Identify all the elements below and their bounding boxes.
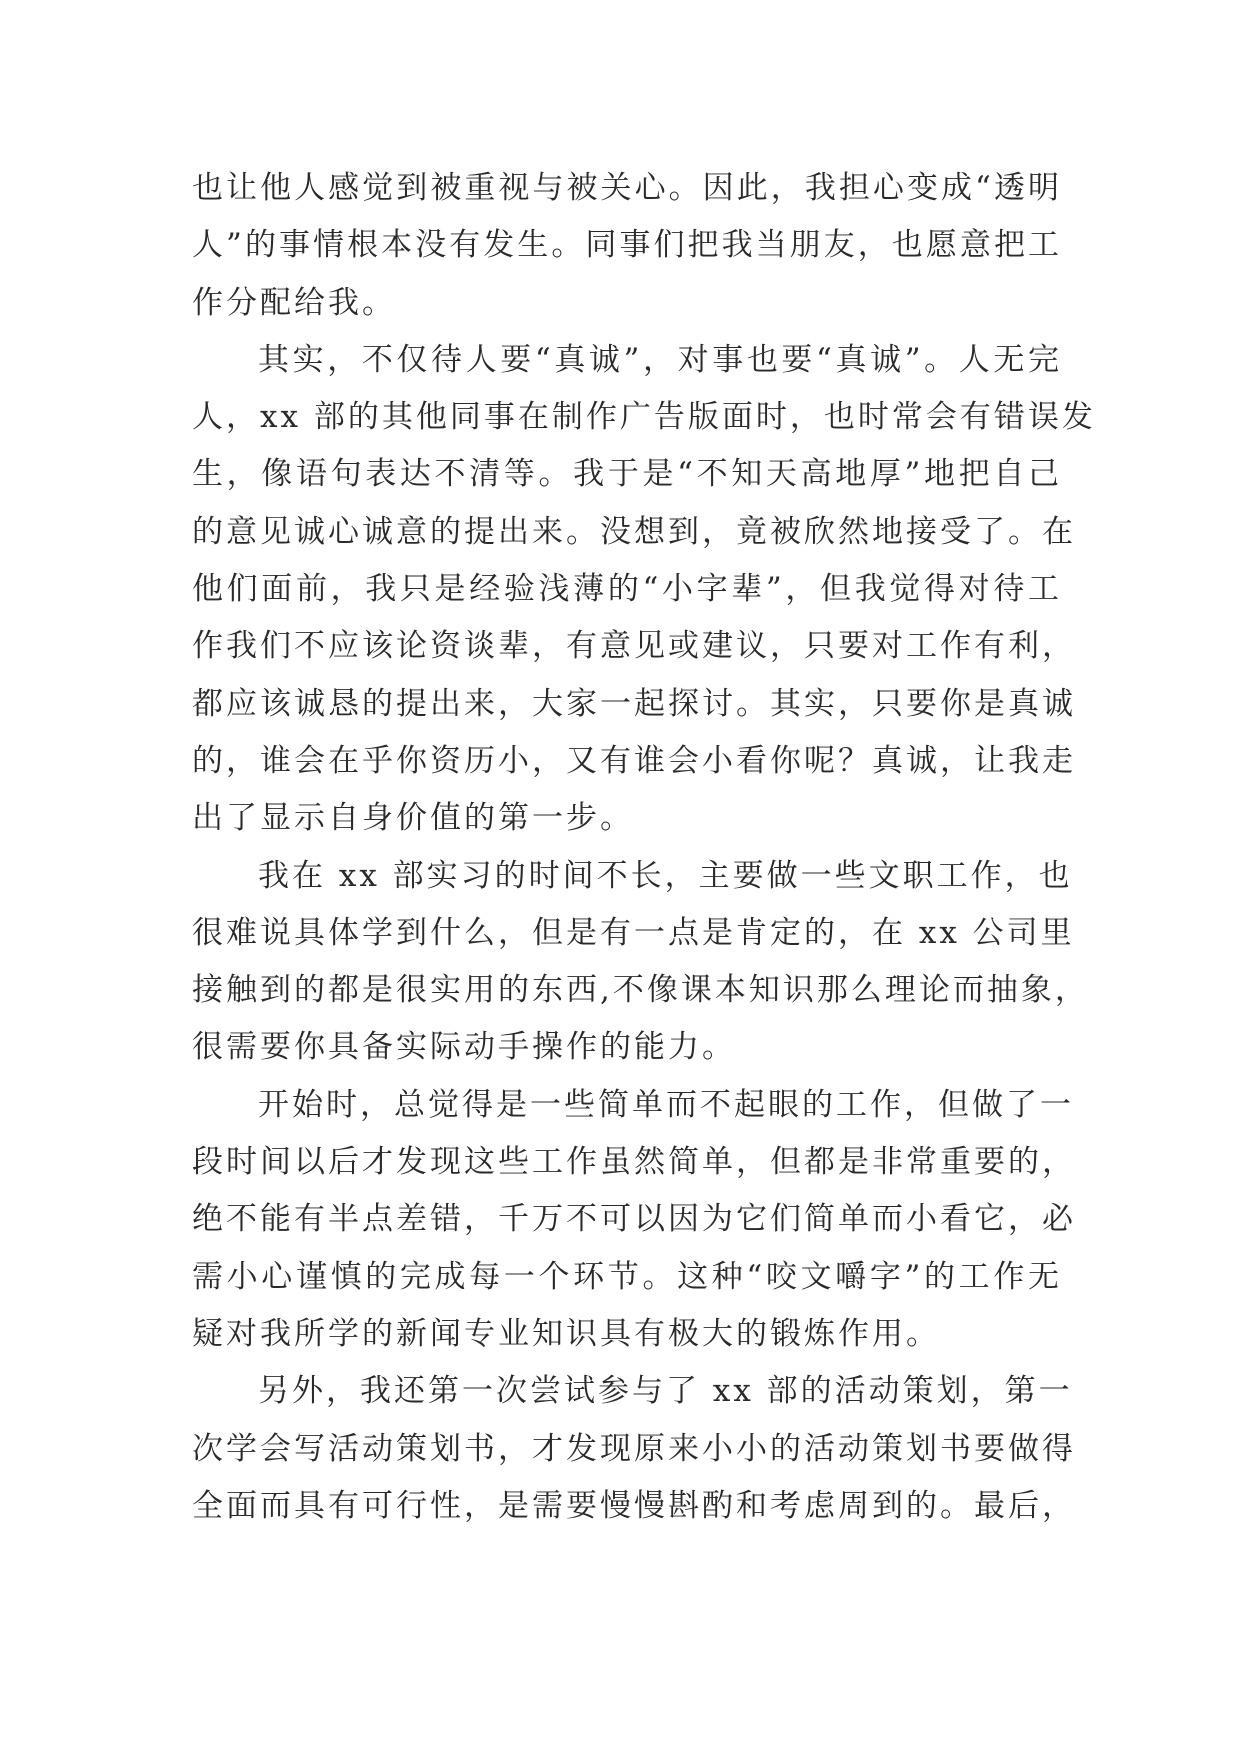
text-line: 很需要你具备实际动手操作的能力。 [192,1029,736,1066]
text-line: 作我们不应该论资谈辈，有意见或建议，只要对工作有利， [192,628,1076,665]
text-line: 绝不能有半点差错，千万不可以因为它们简单而小看它，必 [192,1201,1076,1238]
text-line: 生，像语句表达不清等。我于是“不知天高地厚”地把自己 [192,456,1062,493]
document-body [192,160,1096,1535]
text-line: 也让他人感觉到被重视与被关心。因此，我担心变成“透明 [192,170,1062,206]
text-line: 其实，不仅待人要“真诚”，对事也要“真诚”。人无完 [258,341,1062,378]
text-line: 我在 xx 部实习的时间不长，主要做一些文职工作，也 [258,857,1073,894]
text-line: 人，xx 部的其他同事在制作广告版面时，也时常会有错误发 [192,399,1096,436]
text-line: 开始时，总觉得是一些简单而不起眼的工作，但做了一 [258,1086,1074,1123]
text-line: 全面而具有可行性，是需要慢慢斟酌和考虑周到的。最后， [192,1487,1076,1524]
text-line: 需小心谨慎的完成每一个环节。这种“咬文嚼字”的工作无 [192,1258,1062,1295]
text-line: 作分配给我。 [192,284,396,321]
text-line: 的意见诚心诚意的提出来。没想到，竟被欣然地接受了。在 [192,513,1076,550]
text-line: 出了显示自身价值的第一步。 [192,800,634,837]
text-line: 都应该诚恳的提出来，大家一起探讨。其实，只要你是真诚 [192,685,1076,722]
text-line: 另外，我还第一次尝试参与了 xx 部的活动策划，第一 [258,1373,1073,1410]
text-line: 人”的事情根本没有发生。同事们把我当朋友，也愿意把工 [192,227,1062,264]
text-line: 很难说具体学到什么，但是有一点是肯定的，在 xx 公司里 [192,914,1075,951]
text-line: 段时间以后才发现这些工作虽然简单，但都是非常重要的， [192,1144,1076,1181]
text-line: 次学会写活动策划书，才发现原来小小的活动策划书要做得 [192,1430,1076,1467]
text-line: 他们面前，我只是经验浅薄的“小字辈”，但我觉得对待工 [192,571,1062,608]
text-line: 的，谁会在乎你资历小，又有谁会小看你呢？真诚，让我走 [192,742,1076,779]
text-line: 接触到的都是很实用的东西,不像课本知识那么理论而抽象， [192,972,1089,1009]
text-line: 疑对我所学的新闻专业知识具有极大的锻炼作用。 [192,1315,940,1352]
